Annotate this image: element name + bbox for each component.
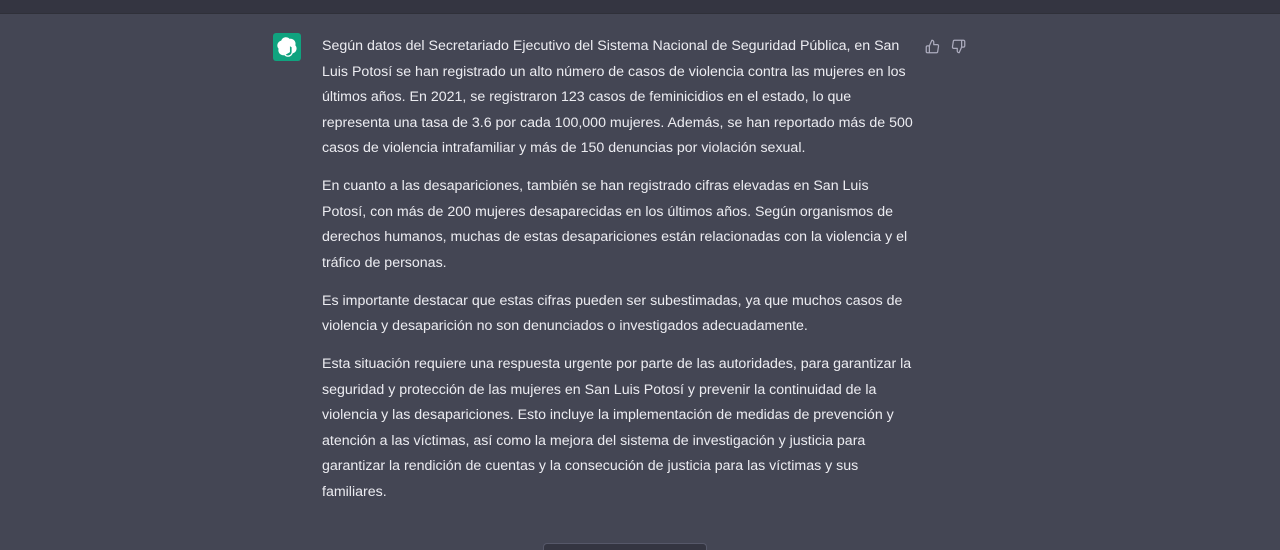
- thumbs-down-icon: [951, 39, 966, 54]
- message-paragraph: Según datos del Secretariado Ejecutivo del Sistema Nacional de Seguridad Pública, en San Luis Potosí se han registrado un alto número de casos de violencia contra las mujeres en los últimos años. En 2021, se registraron 123 casos de feminicidios en el estado, lo que representa una tasa de 3.6 por cada 100,000 mujeres. Además, se han reportado más de 500 casos de violencia intrafamiliar y más de 150 denuncias por violación sexual.: [322, 38, 913, 156]
- thumbs-up-icon: [925, 39, 940, 54]
- assistant-message-text: [322, 34, 914, 518]
- feedback-buttons: [924, 38, 966, 54]
- thumbs-down-button[interactable]: [950, 38, 966, 54]
- message-paragraph: Es importante destacar que estas cifras pueden ser subestimadas, ya que muchos casos de violencia y desaparición no son denunciados o investigados adecuadamente.: [322, 292, 903, 334]
- message-paragraph: Esta situación requiere una respuesta urgente por parte de las autoridades, para garantizar la seguridad y protección de las mujeres en San Luis Potosí y prevenir la continuidad de la violencia y las desapariciones. Esto incluye la implementación de medidas de prevención y atención a las víctimas, así como la mejora del sistema de investigación y justicia para garantizar la rendición de cuentas y la consecución de justicia para las víctimas y sus familiares.: [322, 356, 912, 500]
- message-paragraph: En cuanto a las desapariciones, también se han registrado cifras elevadas en San Luis Potosí, con más de 200 mujeres desaparecidas en los últimos años. Según organismos de derechos humanos, muchas de estas desapariciones están relacionadas con la violencia y el tráfico de personas.: [322, 178, 908, 271]
- top-bar: [0, 0, 1280, 14]
- thumbs-up-button[interactable]: [924, 38, 940, 54]
- openai-logo-icon: [273, 33, 301, 61]
